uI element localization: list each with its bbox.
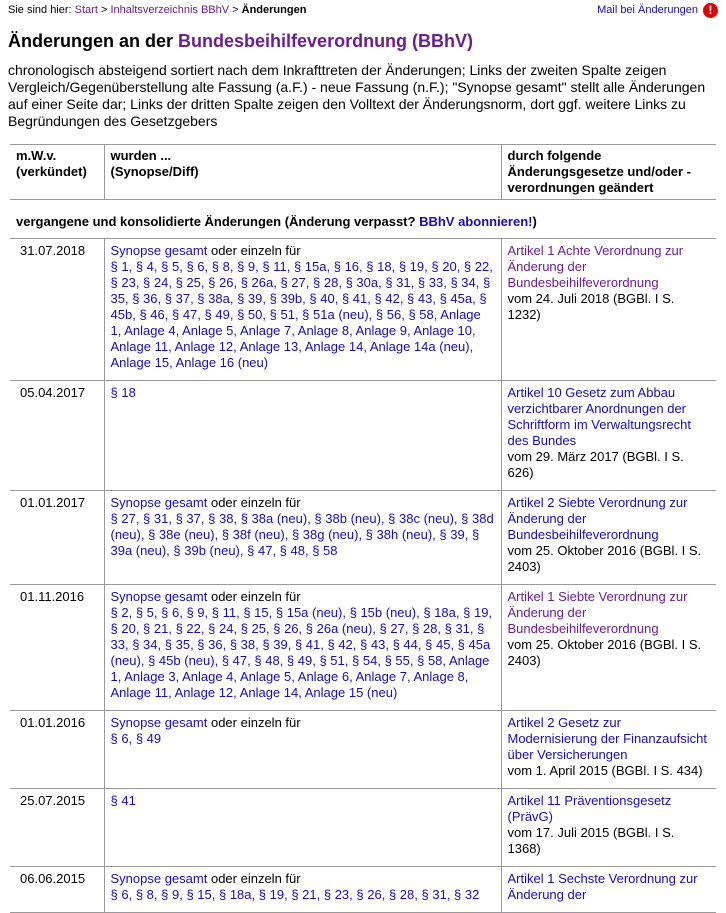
- paragraph-diff-link[interactable]: , Anlage 1: [111, 307, 481, 338]
- amending-law-link[interactable]: Artikel 11 Präventionsgesetz (PrävG): [507, 793, 672, 824]
- promulgation-date: vom 24. Juli 2018 (BGBl. I S. 1232): [507, 291, 675, 322]
- paragraph-diff-link[interactable]: , Anlage 7: [349, 669, 407, 684]
- paragraph-diff-link[interactable]: , § 39: [432, 527, 465, 542]
- paragraph-diff-link[interactable]: , § 38g (neu): [285, 527, 359, 542]
- paragraph-diff-link[interactable]: , § 24: [136, 275, 169, 290]
- paragraph-diff-link[interactable]: , § 28: [405, 621, 438, 636]
- alert-icon[interactable]: !: [703, 3, 718, 18]
- table-row: [10, 491, 716, 585]
- paragraph-diff-link[interactable]: , § 36: [125, 291, 158, 306]
- paragraph-diff-link[interactable]: , § 39: [230, 291, 263, 306]
- breadcrumb-start-link[interactable]: Start: [74, 4, 98, 16]
- paragraph-diff-link[interactable]: , § 15: [236, 605, 269, 620]
- amending-law-cell: [501, 585, 716, 711]
- promulgation-date: vom 17. Juli 2015 (BGBl. I S. 1368): [507, 825, 675, 856]
- paragraph-diff-link[interactable]: , § 38a: [190, 291, 230, 306]
- paragraph-diff-link[interactable]: , § 22: [457, 259, 490, 274]
- paragraph-diff-link[interactable]: , § 26: [349, 887, 382, 902]
- paragraph-diff-link[interactable]: , § 30a: [338, 275, 378, 290]
- header-amending-law: durch folgende Änderungsgesetze und/oder -verordnungen geändert: [501, 145, 716, 200]
- paragraph-diff-link[interactable]: , § 35: [158, 637, 191, 652]
- paragraph-diff-link[interactable]: , Anlage 14: [233, 685, 298, 700]
- paragraph-diff-link[interactable]: , § 9: [154, 887, 179, 902]
- paragraph-diff-link[interactable]: , § 49: [197, 307, 230, 322]
- paragraph-diff-link[interactable]: , Anlage 4: [118, 323, 176, 338]
- paragraph-diff-link[interactable]: , § 55: [377, 653, 410, 668]
- paragraph-diff-link[interactable]: , § 26a: [233, 275, 273, 290]
- paragraph-diff-link[interactable]: , § 18a: [212, 887, 252, 902]
- paragraph-diff-link[interactable]: , § 37: [168, 511, 201, 526]
- paragraph-diff-link[interactable]: , § 26: [201, 275, 234, 290]
- table-header-row: [10, 145, 716, 200]
- paragraph-diff-link[interactable]: , § 15a (neu): [269, 605, 343, 620]
- paragraph-diff-link[interactable]: , § 11: [205, 605, 237, 620]
- paragraph-diff-link[interactable]: , Anlage 5: [176, 323, 234, 338]
- intro-text: chronologisch absteigend sortiert nach dem Inkrafttreten der Änderungen; Links der zweiten Spalte zeigen Vergleich/Gegenüberstellung alte Fassung (a.F.) - neue Fassung (n.F.); "Synopse gesamt" stellt alle Änderungen auf einer Seite dar; Links der dritten Spalte zeigen den Volltext der Änderungsnorm, dort ggf. weitere Links zu Begründungen des Gesetzgebers: [8, 62, 706, 129]
- paragraph-diff-link[interactable]: , § 25: [168, 275, 201, 290]
- paragraph-list: [111, 511, 494, 558]
- effective-date: 01.01.2017: [10, 491, 104, 585]
- paragraph-diff-link[interactable]: , § 32: [447, 887, 480, 902]
- synopse-link[interactable]: Synopse gesamt: [110, 871, 208, 886]
- paragraph-diff-link[interactable]: , § 44: [385, 637, 418, 652]
- breadcrumb-bar: [0, 0, 726, 20]
- paragraph-diff-link[interactable]: , § 21: [136, 621, 169, 636]
- table-row: [10, 711, 716, 789]
- paragraph-diff-link[interactable]: , § 27: [372, 621, 405, 636]
- paragraph-diff-link[interactable]: , § 16: [327, 259, 360, 274]
- paragraph-diff-link[interactable]: , § 58: [410, 653, 443, 668]
- paragraph-diff-link[interactable]: , Anlage 14: [298, 339, 363, 354]
- einzeln-text: oder einzeln für: [210, 495, 301, 510]
- paragraph-diff-link[interactable]: , § 18: [359, 259, 392, 274]
- amending-law-cell: [501, 867, 716, 913]
- changed-paragraphs-cell: [104, 585, 501, 711]
- amending-law-cell: [501, 711, 716, 789]
- amending-law-link[interactable]: Artikel 1 Achte Verordnung zur Änderung der Bundesbeihilfeverordnung: [507, 243, 684, 290]
- paragraph-diff-link[interactable]: , Anlage 3: [118, 669, 176, 684]
- paragraph-diff-link[interactable]: , § 6: [154, 605, 179, 620]
- paragraph-list: [111, 887, 480, 902]
- paragraph-diff-link[interactable]: , § 38b (neu): [307, 511, 381, 526]
- paragraph-diff-link[interactable]: , § 42: [367, 291, 400, 306]
- changed-paragraphs-cell: [104, 491, 501, 585]
- table-row: [10, 381, 716, 491]
- paragraph-diff-link[interactable]: , § 21: [284, 887, 317, 902]
- amending-law-cell: [501, 381, 716, 491]
- paragraph-diff-link[interactable]: , § 51: [312, 653, 345, 668]
- paragraph-diff-link[interactable]: , § 38: [223, 637, 256, 652]
- paragraph-diff-link[interactable]: § 6: [110, 731, 129, 746]
- paragraph-diff-link[interactable]: , § 35: [111, 275, 491, 306]
- amending-law-cell: [501, 239, 716, 381]
- paragraph-diff-link[interactable]: , § 47: [215, 653, 248, 668]
- paragraph-diff-link[interactable]: , Anlage 14a (neu): [363, 339, 469, 354]
- effective-date: 05.04.2017: [10, 381, 104, 491]
- paragraph-diff-link[interactable]: , § 43: [400, 291, 433, 306]
- paragraph-diff-link[interactable]: , § 18a: [416, 605, 456, 620]
- paragraph-diff-link[interactable]: , § 38c (neu): [381, 511, 454, 526]
- paragraph-diff-link[interactable]: § 6: [110, 887, 129, 902]
- paragraph-diff-link[interactable]: , § 47: [165, 307, 198, 322]
- paragraph-diff-link[interactable]: , Anlage 16 (neu): [169, 355, 268, 370]
- einzeln-text: oder einzeln für: [210, 871, 301, 886]
- paragraph-diff-link[interactable]: , Anlage 1: [111, 653, 490, 684]
- breadcrumb-separator: >: [232, 4, 239, 16]
- paragraph-diff-link[interactable]: , § 38d (neu): [111, 511, 494, 542]
- breadcrumb-separator: >: [100, 4, 108, 16]
- paragraph-diff-link[interactable]: , Anlage 8: [291, 323, 349, 338]
- paragraph-diff-link[interactable]: , § 51a (neu): [295, 307, 369, 322]
- paragraph-diff-link[interactable]: , § 8: [205, 259, 230, 274]
- paragraph-diff-link[interactable]: , Anlage 9: [349, 323, 407, 338]
- table-row: [10, 585, 716, 711]
- paragraph-diff-link[interactable]: , § 51: [262, 307, 295, 322]
- paragraph-diff-link[interactable]: , § 38a (neu): [233, 511, 307, 526]
- section-heading: vergangene und konsolidierte Änderungen (Änderung verpasst? BBhV abonnieren!): [10, 200, 716, 239]
- paragraph-diff-link[interactable]: , § 34: [443, 275, 476, 290]
- paragraph-list: [111, 259, 493, 370]
- amending-law-link[interactable]: Artikel 2 Siebte Verordnung zur Änderung der Bundesbeihilfeverordnung: [507, 495, 688, 542]
- paragraph-diff-link[interactable]: , § 8: [129, 887, 154, 902]
- paragraph-diff-link[interactable]: , § 39b: [262, 291, 302, 306]
- paragraph-diff-link[interactable]: , Anlage 7: [233, 323, 291, 338]
- paragraph-diff-link[interactable]: , § 38: [201, 511, 234, 526]
- changed-paragraphs-cell: [104, 381, 501, 491]
- effective-date: 01.01.2016: [10, 711, 104, 789]
- paragraph-diff-link[interactable]: , § 41: [335, 291, 368, 306]
- paragraph-diff-link[interactable]: , § 9: [179, 605, 204, 620]
- paragraph-diff-link[interactable]: , Anlage 11: [111, 669, 469, 700]
- changed-paragraphs-cell: [104, 711, 501, 789]
- paragraph-diff-link[interactable]: , § 28: [306, 275, 339, 290]
- paragraph-diff-link[interactable]: § 27: [110, 511, 136, 526]
- paragraph-diff-link[interactable]: § 1: [110, 259, 129, 274]
- page-title: [8, 30, 718, 52]
- effective-date: 06.06.2015: [10, 867, 104, 913]
- paragraph-diff-link[interactable]: , § 45b (neu): [141, 653, 215, 668]
- paragraph-diff-link[interactable]: , § 39b (neu): [166, 543, 240, 558]
- amending-law-link[interactable]: Artikel 1 Sechste Verordnung zur Änderung der: [507, 871, 698, 902]
- paragraph-diff-link[interactable]: , § 6: [179, 259, 204, 274]
- table-row: [10, 867, 716, 913]
- header-effective-date: m.W.v. (verkündet): [10, 145, 104, 200]
- paragraph-diff-link[interactable]: , § 49: [129, 731, 162, 746]
- paragraph-diff-link[interactable]: , § 33: [111, 621, 485, 652]
- synopse-link[interactable]: Synopse gesamt: [110, 243, 208, 258]
- paragraph-diff-link[interactable]: , § 31: [136, 511, 169, 526]
- changed-paragraphs-cell: [104, 239, 501, 381]
- paragraph-diff-link[interactable]: , § 31: [437, 621, 470, 636]
- amending-law-link[interactable]: Artikel 1 Siebte Verordnung zur Änderung der Bundesbeihilfeverordnung: [507, 589, 688, 636]
- paragraph-diff-link[interactable]: , § 54: [345, 653, 378, 668]
- paragraph-diff-link[interactable]: , § 24: [201, 621, 234, 636]
- paragraph-diff-link[interactable]: , § 39: [255, 637, 288, 652]
- paragraph-diff-link[interactable]: , § 45a: [432, 291, 472, 306]
- paragraph-diff-link[interactable]: , § 46: [132, 307, 165, 322]
- synopse-link[interactable]: Synopse gesamt: [110, 495, 208, 510]
- changed-paragraphs-cell: [104, 789, 501, 867]
- amending-law-link[interactable]: Artikel 2 Gesetz zur Modernisierung der Finanzaufsicht über Versicherungen: [507, 715, 707, 762]
- effective-date: 31.07.2018: [10, 239, 104, 381]
- amending-law-cell: [501, 491, 716, 585]
- paragraph-list: [111, 605, 493, 700]
- table-row: [10, 789, 716, 867]
- effective-date: 01.11.2016: [10, 585, 104, 711]
- paragraph-diff-link[interactable]: , § 19: [252, 887, 285, 902]
- subscribe-link[interactable]: BBhV abonnieren!: [419, 214, 533, 229]
- paragraph-diff-link[interactable]: , § 26: [266, 621, 299, 636]
- paragraph-diff-link[interactable]: , § 36: [190, 637, 223, 652]
- paragraph-diff-link[interactable]: , § 20: [111, 605, 493, 636]
- einzeln-text: oder einzeln für: [210, 589, 301, 604]
- paragraph-diff-link[interactable]: , § 42: [320, 637, 353, 652]
- paragraph-diff-link[interactable]: , Anlage 13: [233, 339, 298, 354]
- paragraph-diff-link[interactable]: , § 41: [288, 637, 321, 652]
- breadcrumb-prefix: Sie sind hier:: [8, 4, 72, 16]
- paragraph-diff-link[interactable]: , § 45: [418, 637, 451, 652]
- paragraph-diff-link[interactable]: , § 31: [378, 275, 411, 290]
- promulgation-date: vom 1. April 2015 (BGBl. I S. 434): [507, 763, 703, 778]
- breadcrumb-current: Änderungen: [241, 4, 307, 16]
- paragraph-diff-link[interactable]: § 18: [110, 385, 136, 400]
- paragraph-diff-link[interactable]: , § 19: [456, 605, 489, 620]
- paragraph-diff-link[interactable]: , Anlage 8: [407, 669, 465, 684]
- paragraph-diff-link[interactable]: , § 58: [305, 543, 338, 558]
- paragraph-diff-link[interactable]: , § 39a (neu): [111, 527, 480, 558]
- law-title-link[interactable]: Bundesbeihilfeverordnung (BBhV): [178, 31, 474, 51]
- header-changed: wurden ... (Synopse/Diff): [104, 145, 501, 200]
- paragraph-diff-link[interactable]: , § 37: [158, 291, 191, 306]
- paragraph-diff-link[interactable]: , § 50: [230, 307, 263, 322]
- amending-law-link[interactable]: Artikel 10 Gesetz zum Abbau verzichtbarer Anordnungen der Schriftform im Verwaltungsrecht des Bundes: [507, 385, 692, 448]
- paragraph-diff-link[interactable]: , § 48: [272, 543, 305, 558]
- synopse-link[interactable]: Synopse gesamt: [110, 715, 208, 730]
- paragraph-diff-link[interactable]: , § 5: [129, 605, 154, 620]
- paragraph-diff-link[interactable]: , § 25: [233, 621, 266, 636]
- paragraph-diff-link[interactable]: , § 38e (neu): [141, 527, 215, 542]
- paragraph-diff-link[interactable]: , Anlage 11: [111, 323, 476, 354]
- paragraph-diff-link[interactable]: , Anlage 15: [111, 339, 474, 370]
- changed-paragraphs-cell: [104, 867, 501, 913]
- paragraph-diff-link[interactable]: , Anlage 6: [291, 669, 349, 684]
- paragraph-diff-link[interactable]: , § 40: [302, 291, 335, 306]
- promulgation-date: vom 29. März 2017 (BGBl. I S. 626): [507, 449, 684, 480]
- paragraph-diff-link[interactable]: , Anlage 10: [407, 323, 472, 338]
- mail-on-changes-link[interactable]: Mail bei Änderungen: [597, 4, 698, 16]
- paragraph-diff-link[interactable]: , § 34: [125, 637, 158, 652]
- paragraph-diff-link[interactable]: , § 9: [230, 259, 255, 274]
- paragraph-list: [111, 793, 136, 808]
- paragraph-diff-link[interactable]: , § 33: [411, 275, 444, 290]
- paragraph-diff-link[interactable]: , § 43: [353, 637, 386, 652]
- paragraph-diff-link[interactable]: , § 15: [179, 887, 212, 902]
- promulgation-date: vom 25. Oktober 2016 (BGBl. I S. 2403): [507, 637, 702, 668]
- paragraph-list: [111, 385, 136, 400]
- paragraph-diff-link[interactable]: , § 27: [273, 275, 306, 290]
- einzeln-text: oder einzeln für: [210, 243, 301, 258]
- breadcrumb-index-link[interactable]: Inhaltsverzeichnis BBhV: [110, 4, 230, 16]
- paragraph-diff-link[interactable]: , Anlage 4: [176, 669, 234, 684]
- paragraph-diff-link[interactable]: , § 15a: [287, 259, 327, 274]
- paragraph-diff-link[interactable]: , § 45a (neu): [111, 637, 491, 668]
- paragraph-diff-link[interactable]: § 2: [110, 605, 129, 620]
- paragraph-diff-link[interactable]: , Anlage 5: [233, 669, 291, 684]
- table-row: [10, 239, 716, 381]
- paragraph-diff-link[interactable]: , § 38f (neu): [215, 527, 285, 542]
- paragraph-diff-link[interactable]: , § 23: [317, 887, 350, 902]
- section-row: [10, 200, 716, 239]
- paragraph-diff-link[interactable]: , § 45b: [111, 291, 487, 322]
- paragraph-diff-link[interactable]: , § 48: [247, 653, 280, 668]
- paragraph-list: [111, 731, 162, 746]
- paragraph-diff-link[interactable]: , Anlage 12: [168, 339, 233, 354]
- paragraph-diff-link[interactable]: , § 22: [168, 621, 201, 636]
- promulgation-date: vom 25. Oktober 2016 (BGBl. I S. 2403): [507, 543, 702, 574]
- paragraph-diff-link[interactable]: § 41: [110, 793, 136, 808]
- paragraph-diff-link[interactable]: , § 58: [401, 307, 434, 322]
- paragraph-diff-link[interactable]: , § 26a (neu): [299, 621, 373, 636]
- effective-date: 25.07.2015: [10, 789, 104, 867]
- paragraph-diff-link[interactable]: , Anlage 15 (neu): [298, 685, 397, 700]
- paragraph-diff-link[interactable]: , § 15b (neu): [342, 605, 416, 620]
- paragraph-diff-link[interactable]: , § 23: [111, 259, 493, 290]
- synopse-link[interactable]: Synopse gesamt: [110, 589, 208, 604]
- amending-law-cell: [501, 789, 716, 867]
- changes-table: [10, 144, 716, 913]
- paragraph-diff-link[interactable]: , § 4: [129, 259, 154, 274]
- paragraph-diff-link[interactable]: , § 20: [424, 259, 457, 274]
- einzeln-text: oder einzeln für: [210, 715, 301, 730]
- paragraph-diff-link[interactable]: , § 5: [154, 259, 179, 274]
- paragraph-diff-link[interactable]: , § 56: [369, 307, 402, 322]
- paragraph-diff-link[interactable]: , § 11: [255, 259, 287, 274]
- paragraph-diff-link[interactable]: , § 28: [382, 887, 415, 902]
- paragraph-diff-link[interactable]: , § 38h (neu): [358, 527, 432, 542]
- paragraph-diff-link[interactable]: , § 19: [392, 259, 425, 274]
- paragraph-diff-link[interactable]: , § 49: [280, 653, 313, 668]
- page-title-prefix: Änderungen an der: [8, 31, 174, 51]
- paragraph-diff-link[interactable]: , § 47: [240, 543, 273, 558]
- paragraph-diff-link[interactable]: , Anlage 12: [168, 685, 233, 700]
- paragraph-diff-link[interactable]: , § 31: [414, 887, 447, 902]
